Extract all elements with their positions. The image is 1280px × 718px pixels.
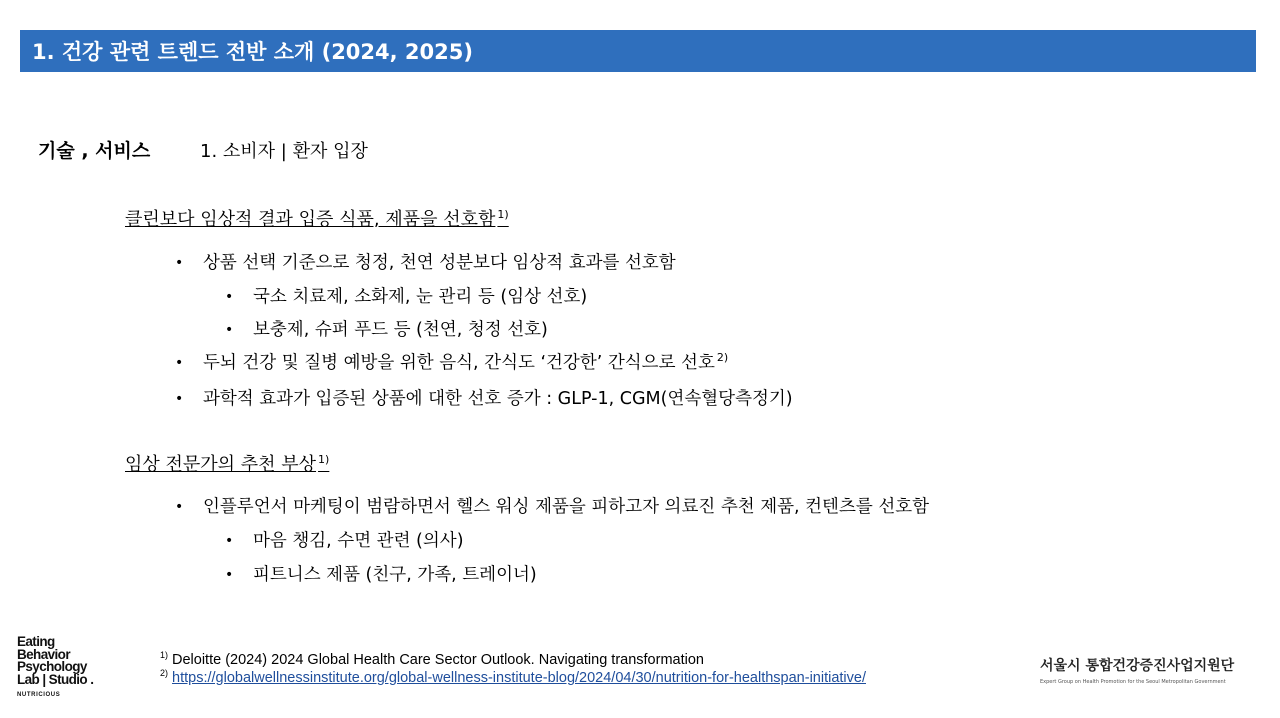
list-item — [225, 563, 537, 587]
list-item-text: 보충제, 슈퍼 푸드 등 (천연, 청정 선호) — [253, 320, 548, 340]
reference-link[interactable]: https://globalwellnessinstitute.org/global-wellness-institute-blog/2024/04/30/nutrition-for-healthspan-initiative/ — [172, 670, 866, 686]
title-bar — [20, 30, 1256, 72]
list-item-text: 두뇌 건강 및 질병 예방을 위한 음식, 간식도 ‘건강한’ 간식으로 선호 — [203, 353, 715, 373]
list-item — [225, 318, 548, 342]
reference-item — [160, 651, 866, 669]
reference-text: Deloitte (2024) 2024 Global Health Care Sector Outlook. Navigating transformation — [172, 652, 704, 668]
list-item — [175, 351, 729, 375]
page-title: 1. 건강 관련 트렌드 전반 소개 (2024, 2025) — [32, 40, 473, 64]
org-name: 서울시 통합건강증진사업지원단 — [1040, 658, 1235, 674]
section-heading — [125, 450, 329, 476]
section-heading-text: 클린보다 임상적 결과 입증 식품, 제품을 선호함 — [125, 209, 496, 230]
reference-item — [160, 669, 866, 687]
bullet-icon: • — [175, 499, 184, 515]
logo-line: Behavior — [17, 646, 70, 662]
logo-line: Eating — [17, 634, 55, 649]
footnote-ref: 1) — [318, 453, 330, 466]
list-item-text: 국소 치료제, 소화제, 눈 관리 등 (임상 선호) — [253, 287, 588, 307]
bullet-icon: • — [225, 567, 234, 583]
logo-line: Lab | Studio . — [17, 671, 94, 687]
footnote-ref: 1) — [497, 208, 509, 221]
category-label: 기술 , 서비스 — [38, 140, 151, 162]
logo-tag: NUTRICIOUS — [17, 692, 61, 698]
section-heading — [125, 205, 509, 231]
bullet-icon: • — [225, 322, 234, 338]
lab-logo — [17, 636, 137, 699]
bullet-icon: • — [225, 289, 234, 305]
bullet-icon: • — [175, 391, 184, 407]
list-item — [175, 251, 676, 275]
list-item-text: 인플루언서 마케팅이 범람하면서 헬스 워싱 제품을 피하고자 의료진 추천 제품, 컨텐츠를 선호함 — [203, 497, 930, 517]
list-item-text: 상품 선택 기준으로 청정, 천연 성분보다 임상적 효과를 선호함 — [203, 253, 676, 273]
list-item-text: 피트니스 제품 (친구, 가족, 트레이너) — [253, 565, 537, 585]
logo-line: Psychology — [17, 659, 87, 674]
bullet-icon: • — [175, 255, 184, 271]
references — [160, 651, 866, 687]
reference-number: 1) — [160, 650, 169, 661]
list-item — [175, 495, 930, 519]
org-logo — [1040, 655, 1240, 685]
list-item — [225, 285, 588, 309]
bullet-icon: • — [225, 533, 234, 549]
footnote-ref: 2) — [716, 351, 729, 365]
list-item — [175, 387, 793, 411]
list-item — [225, 529, 464, 553]
reference-number: 2) — [160, 668, 169, 679]
list-item-text: 과학적 효과가 입증된 상품에 대한 선호 증가 : GLP-1, CGM(연속혈당측정기) — [203, 389, 793, 409]
bullet-icon: • — [175, 355, 184, 371]
org-subtitle: Expert Group on Health Promotion for the Seoul Metropolitan Government — [1040, 679, 1226, 685]
subtitle: 1. 소비자 | 환자 입장 — [200, 141, 368, 162]
section-heading-text: 임상 전문가의 추천 부상 — [125, 454, 317, 475]
list-item-text: 마음 챙김, 수면 관련 (의사) — [253, 531, 464, 551]
